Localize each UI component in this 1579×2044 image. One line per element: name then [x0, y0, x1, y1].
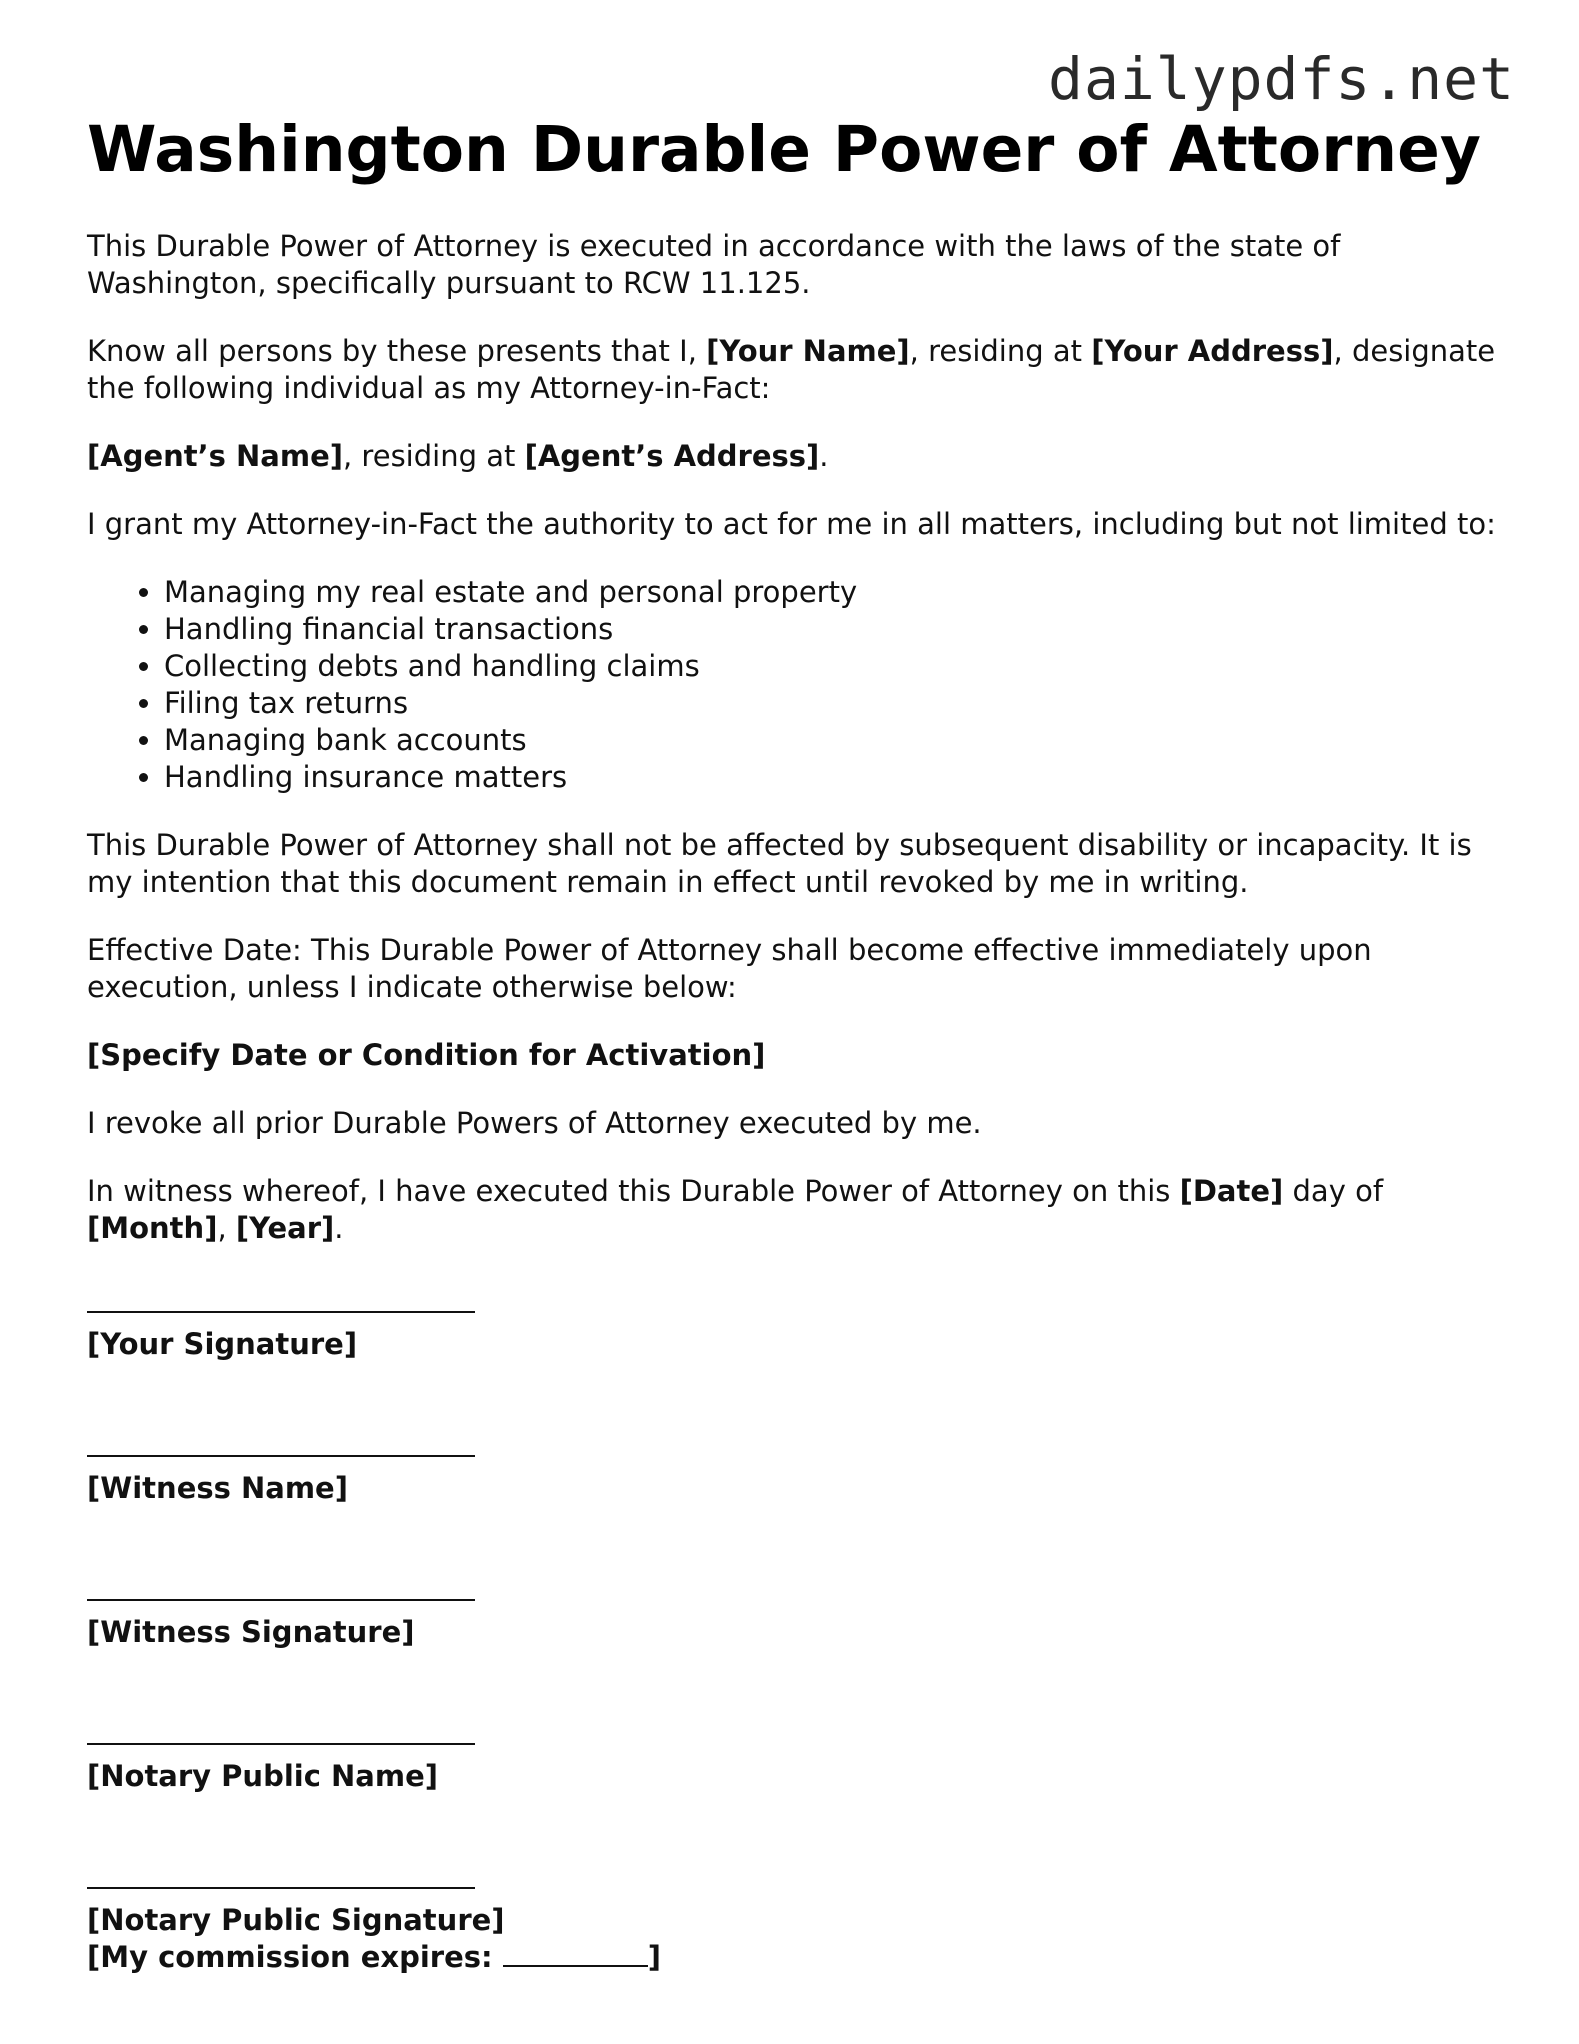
notary-signature-label: [Notary Public Signature]	[87, 1903, 505, 1937]
signature-line[interactable]	[87, 1287, 475, 1313]
year-field: [Year]	[235, 1211, 335, 1245]
witness-text-comma: ,	[217, 1211, 236, 1245]
principal-paragraph	[87, 333, 1507, 407]
agent-name-field: [Agent’s Name]	[87, 439, 343, 473]
commission-label: [My commission expires:	[87, 1940, 503, 1974]
your-name-field: [Your Name]	[706, 334, 910, 368]
witness-text-mid: day of	[1283, 1174, 1384, 1208]
list-item: • Managing my real estate and personal property	[164, 574, 1507, 611]
signature-line[interactable]	[87, 1719, 475, 1745]
principal-text-post: , designate the following individual as my Attorney-in-Fact:	[87, 334, 1496, 405]
witness-text-pre: In witness whereof, I have executed this Durable Power of Attorney on this	[87, 1174, 1180, 1208]
principal-text-mid: , residing at	[909, 334, 1092, 368]
witness-paragraph	[87, 1173, 1507, 1247]
signature-block	[87, 1287, 1507, 1976]
list-item: • Collecting debts and handling claims	[164, 648, 1507, 685]
activation-label: [Specify Date or Condition for Activation]	[87, 1038, 766, 1072]
your-address-field: [Your Address]	[1091, 334, 1334, 368]
principal-text-pre: Know all persons by these presents that I,	[87, 334, 707, 368]
effective-date-paragraph: Effective Date: This Durable Power of Attorney shall become effective immediately upon execution, unless I indicate otherwise below:	[87, 933, 1372, 1004]
revoke-paragraph: I revoke all prior Durable Powers of Attorney executed by me.	[87, 1106, 982, 1140]
intro-paragraph: This Durable Power of Attorney is executed in accordance with the laws of the state of Washington, specifically pursuant to RCW 11.125.	[87, 229, 1341, 300]
witness-name-section	[87, 1431, 1507, 1507]
document-page	[87, 112, 1507, 1976]
witness-signature-label: [Witness Signature]	[87, 1615, 415, 1649]
month-field: [Month]	[87, 1211, 218, 1245]
date-field: [Date]	[1179, 1174, 1284, 1208]
agent-text-post: .	[819, 439, 829, 473]
your-signature-section	[87, 1287, 1507, 1363]
notary-signature-section	[87, 1863, 1507, 1976]
commission-expires	[87, 1939, 1507, 1976]
signature-line[interactable]	[87, 1575, 475, 1601]
witness-text-post: .	[334, 1211, 344, 1245]
activation-field	[87, 1037, 1507, 1074]
agent-text-mid: , residing at	[343, 439, 525, 473]
document-title: Washington Durable Power of Attorney	[87, 113, 1481, 186]
powers-list	[87, 574, 1507, 796]
signature-line[interactable]	[87, 1863, 475, 1889]
witness-name-label: [Witness Name]	[87, 1471, 348, 1505]
agent-paragraph	[87, 438, 1507, 475]
list-item: • Managing bank accounts	[164, 722, 1507, 759]
your-signature-label: [Your Signature]	[87, 1327, 358, 1361]
durability-paragraph: This Durable Power of Attorney shall not be affected by subsequent disability or incapacity. It is my intention that this document remain in effect until revoked by me in writing.	[87, 828, 1472, 899]
grant-paragraph: I grant my Attorney-in-Fact the authority to act for me in all matters, including but not limited to:	[87, 507, 1496, 541]
commission-close: ]	[647, 1940, 661, 1974]
list-item: • Filing tax returns	[164, 685, 1507, 722]
signature-line[interactable]	[87, 1431, 475, 1457]
watermark: dailypdfs.net	[1048, 45, 1515, 113]
notary-name-section	[87, 1719, 1507, 1795]
commission-date-blank[interactable]	[503, 1941, 648, 1967]
list-item: • Handling insurance matters	[164, 759, 1507, 796]
notary-name-label: [Notary Public Name]	[87, 1759, 438, 1793]
list-item: • Handling financial transactions	[164, 611, 1507, 648]
witness-signature-section	[87, 1575, 1507, 1651]
agent-address-field: [Agent’s Address]	[524, 439, 820, 473]
